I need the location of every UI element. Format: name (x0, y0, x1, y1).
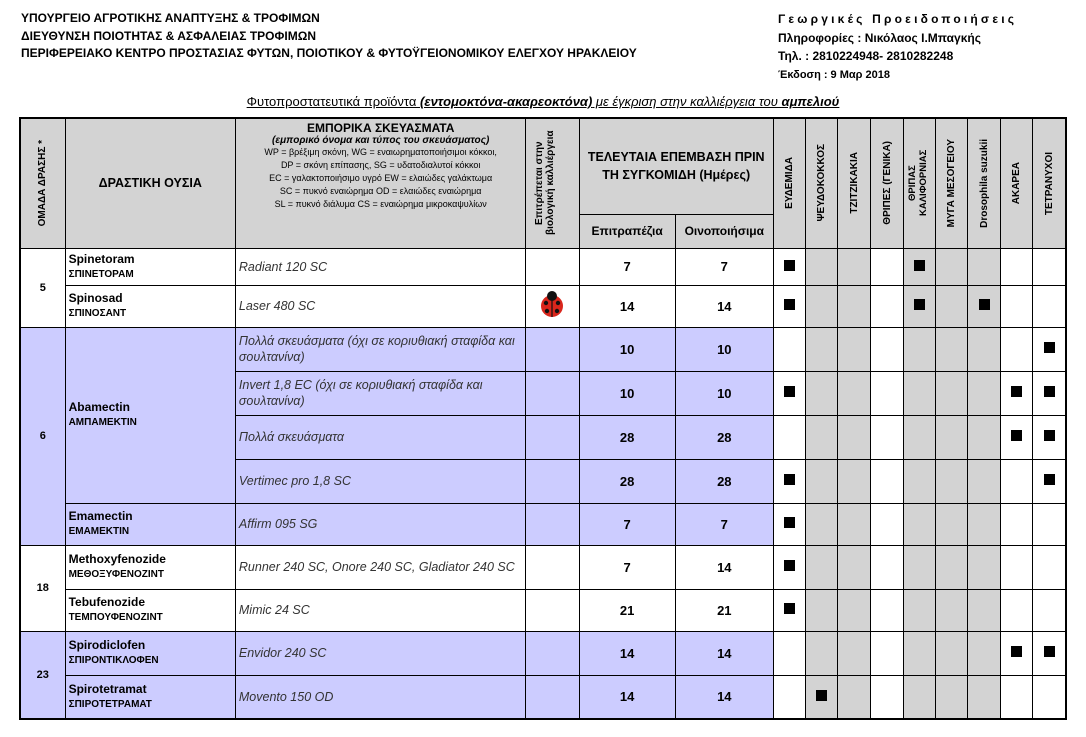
col-pest-8: ΤΕΤΡΑΝΥΧΟΙ (1033, 118, 1066, 248)
pest-cell (805, 327, 837, 371)
table-grapes-days: 10 (579, 371, 675, 415)
pest-cell (1033, 371, 1066, 415)
col-pest-1: ΨΕΥΔΟΚΟΚΚΟΣ (805, 118, 837, 248)
substance-name-greek: ΤΕΜΠΟΥΦΕΝΟΖΙΝΤ (68, 612, 163, 623)
wine-grapes-days: 28 (675, 459, 773, 503)
header-row-1 (20, 118, 1066, 214)
pest-cell (837, 248, 870, 285)
bio-cell (526, 503, 579, 545)
pest-cell (805, 415, 837, 459)
table-row (20, 327, 1066, 371)
pest-cell (968, 675, 1001, 719)
wine-grapes-days: 14 (675, 285, 773, 327)
pest-cell (1033, 631, 1066, 675)
pest-cell (904, 248, 936, 285)
bio-cell (526, 248, 579, 285)
bio-cell (526, 327, 579, 371)
table-grapes-days: 7 (579, 545, 675, 589)
pest-cell (773, 371, 805, 415)
wine-grapes-days: 21 (675, 589, 773, 631)
bio-cell (526, 415, 579, 459)
pest-cell (773, 589, 805, 631)
product-cell: Laser 480 SC (235, 285, 526, 327)
table-grapes-days: 21 (579, 589, 675, 631)
pest-cell (837, 327, 870, 371)
contact-info: Πληροφορίες : Νικόλαος Ι.Μπαγκής (778, 30, 981, 45)
col-group-header: ΟΜΑΔΑ ΔΡΑΣΗΣ * (20, 118, 65, 248)
col-table-grapes-header: Επιτραπέζια (579, 214, 675, 248)
pest-cell (805, 545, 837, 589)
substance-cell (65, 285, 235, 327)
wine-grapes-days: 14 (675, 545, 773, 589)
pest-cell (904, 545, 936, 589)
substance-cell (65, 631, 235, 675)
pest-cell (904, 327, 936, 371)
pest-cell (1001, 285, 1033, 327)
col-pest-5: ΜΥΓΑ ΜΕΣΟΓΕΙΟΥ (936, 118, 968, 248)
pest-cell (805, 589, 837, 631)
subtitle-part-1: Φυτοπροστατευτικά προϊόντα (246, 94, 421, 109)
pest-cell (805, 371, 837, 415)
pest-cell (1001, 248, 1033, 285)
approved-mark-icon (1011, 646, 1022, 657)
pest-cell (1033, 327, 1066, 371)
approved-mark-icon (1011, 430, 1022, 441)
substance-name-greek: ΣΠΙΝΟΣΑΝΤ (68, 308, 127, 319)
table-row (20, 589, 1066, 631)
table-grapes-days: 7 (579, 248, 675, 285)
table-row (20, 248, 1066, 285)
table-grapes-days: 14 (579, 285, 675, 327)
pest-cell (837, 371, 870, 415)
bio-cell (526, 675, 579, 719)
col-pest-0: ΕΥΔΕΜΙΔΑ (773, 118, 805, 248)
subtitle-part-4: αμπελιού (781, 94, 840, 109)
pest-cell (1001, 589, 1033, 631)
header-line-2: ΔΙΕΥΘΥΝΣΗ ΠΟΙΟΤΗΤΑΣ & ΑΣΦΑΛΕΙΑΣ ΤΡΟΦΙΜΩΝ (21, 28, 316, 43)
substance-cell (65, 248, 235, 285)
table-grapes-days: 28 (579, 415, 675, 459)
pest-cell (871, 327, 904, 371)
subtitle-part-2: (εντομοκτόνα-ακαρεοκτόνα) (420, 94, 593, 109)
product-cell: Mimic 24 SC (235, 589, 526, 631)
approved-mark-icon (914, 299, 925, 310)
pest-cell (773, 415, 805, 459)
substance-cell (65, 589, 235, 631)
approved-mark-icon (784, 560, 795, 571)
bio-cell (526, 545, 579, 589)
approved-mark-icon (784, 260, 795, 271)
pest-cell (837, 675, 870, 719)
pest-cell (936, 327, 968, 371)
approved-mark-icon (1044, 430, 1055, 441)
col-pest-4: ΘΡΙΠΑΣ ΚΑΛΙΦΟΡΝΙΑΣ (904, 118, 936, 248)
pest-cell (904, 503, 936, 545)
substance-name: Spinosad (68, 291, 123, 305)
pest-cell (805, 285, 837, 327)
pest-cell (936, 248, 968, 285)
table-row (20, 503, 1066, 545)
pest-cell (773, 327, 805, 371)
pest-cell (773, 675, 805, 719)
approved-mark-icon (816, 690, 827, 701)
pest-cell (1033, 459, 1066, 503)
pest-cell (773, 631, 805, 675)
bio-cell (526, 371, 579, 415)
substance-name-greek: ΑΜΠΑΜΕΚΤΙΝ (68, 417, 137, 428)
pest-cell (871, 503, 904, 545)
group-cell: 18 (20, 545, 65, 631)
substance-name-greek: ΜΕΘΟΞΥΦΕΝΟΖΙΝΤ (68, 569, 164, 580)
pest-cell (936, 503, 968, 545)
substance-name: Emamectin (68, 509, 133, 523)
pest-cell (871, 631, 904, 675)
issue-date: Έκδοση : 9 Μαρ 2018 (778, 68, 890, 81)
product-cell: Runner 240 SC, Onore 240 SC, Gladiator 240 SC (235, 545, 526, 589)
pest-cell (936, 459, 968, 503)
pest-cell (871, 415, 904, 459)
table-grapes-days: 28 (579, 459, 675, 503)
col-substance-header: ΔΡΑΣΤΙΚΗ ΟΥΣΙΑ (65, 118, 235, 248)
approved-mark-icon (1044, 474, 1055, 485)
substance-cell (65, 327, 235, 503)
col-pest-2: ΤΖΙΤΖΙΚΑΚΙΑ (837, 118, 870, 248)
substance-cell (65, 503, 235, 545)
col-products-header: ΕΜΠΟΡΙΚΑ ΣΚΕΥΑΣΜΑΤΑ (εμπορικό όνομα και τύπος του σκευάσματος) WP = βρέξιμη σκόνη, WG = εναιωρηματοποιήσιμοι κόκκοι, DP = σκόνη επίπασης, SG = υδατοδιαλυτοί κόκκοι EC = γαλακτοποιήσιμο υγρό EW = ελαιώδες γαλάκτωμα SC = πυκνό εναιώρημα OD = ελαιώδες εναιώρημα SL = πυκνό διάλυμα CS = εναιώρημα μικροκαψυλίων (235, 118, 526, 248)
pest-cell (936, 545, 968, 589)
pest-cell (968, 327, 1001, 371)
pest-cell (936, 589, 968, 631)
pest-cell (1033, 285, 1066, 327)
pest-cell (773, 545, 805, 589)
pest-cell (805, 459, 837, 503)
pest-cell (936, 675, 968, 719)
product-cell: Affirm 095 SG (235, 503, 526, 545)
pest-cell (1033, 589, 1066, 631)
pest-cell (805, 675, 837, 719)
approved-mark-icon (979, 299, 990, 310)
pest-cell (773, 503, 805, 545)
wine-grapes-days: 10 (675, 371, 773, 415)
group-cell: 5 (20, 248, 65, 327)
pest-cell (1001, 415, 1033, 459)
pest-cell (871, 545, 904, 589)
pest-cell (1033, 415, 1066, 459)
approved-mark-icon (784, 603, 795, 614)
table-row (20, 675, 1066, 719)
wine-grapes-days: 7 (675, 503, 773, 545)
pest-cell (968, 371, 1001, 415)
header-line-1: ΥΠΟΥΡΓΕΙΟ ΑΓΡΟΤΙΚΗΣ ΑΝΑΠΤΥΞΗΣ & ΤΡΟΦΙΜΩΝ (21, 11, 320, 25)
substance-name-greek: ΣΠΙΝΕΤΟΡΑΜ (68, 268, 134, 280)
pest-cell (871, 371, 904, 415)
pest-cell (805, 631, 837, 675)
pest-cell (1001, 631, 1033, 675)
col-bio-header: Επιτρέπεται στην βιολογική καλλιέργεια (526, 118, 579, 248)
wine-grapes-days: 7 (675, 248, 773, 285)
bulletin-title: Γεωργικές Προειδοποιήσεις (778, 12, 1018, 26)
pest-cell (805, 503, 837, 545)
pest-cell (837, 545, 870, 589)
approved-mark-icon (1044, 386, 1055, 397)
pest-cell (837, 459, 870, 503)
substance-name: Spirotetramat (68, 681, 147, 696)
pest-cell (773, 285, 805, 327)
group-cell: 23 (20, 631, 65, 719)
pest-cell (871, 248, 904, 285)
subtitle-part-3: με έγκριση στην καλλιέργεια του (592, 94, 782, 109)
pest-cell (904, 285, 936, 327)
pest-cell (773, 459, 805, 503)
pest-cell (904, 589, 936, 631)
pest-cell (904, 675, 936, 719)
table-row (20, 545, 1066, 589)
substance-cell (65, 675, 235, 719)
substance-name: Spirodiclofen (68, 638, 146, 652)
pest-cell (871, 675, 904, 719)
pest-cell (904, 371, 936, 415)
pest-cell (936, 631, 968, 675)
wine-grapes-days: 14 (675, 631, 773, 675)
product-cell: Radiant 120 SC (235, 248, 526, 285)
table-body (20, 248, 1066, 719)
col-pest-3: ΘΡΙΠΕΣ (ΓΕΝΙΚΑ) (871, 118, 904, 248)
pest-cell (968, 248, 1001, 285)
col-pest-6: Drosophila suzukii (968, 118, 1001, 248)
pest-cell (1033, 503, 1066, 545)
table-row (20, 285, 1066, 327)
approved-mark-icon (1044, 646, 1055, 657)
substance-name-greek: ΕΜΑΜΕΚΤΙΝ (68, 526, 130, 537)
pest-cell (1001, 327, 1033, 371)
pest-cell (871, 589, 904, 631)
substance-name: Abamectin (68, 400, 130, 414)
approved-mark-icon (784, 474, 795, 485)
pest-cell (968, 589, 1001, 631)
pest-cell (837, 503, 870, 545)
pest-cell (904, 459, 936, 503)
pest-cell (936, 415, 968, 459)
document-subtitle (0, 94, 1086, 109)
product-cell: Πολλά σκευάσματα (όχι σε κοριυθιακή σταφίδα και σουλτανίνα) (235, 327, 526, 371)
pest-cell (1001, 371, 1033, 415)
approved-mark-icon (784, 299, 795, 310)
pest-cell (904, 415, 936, 459)
table-grapes-days: 7 (579, 503, 675, 545)
bio-cell (526, 631, 579, 675)
pest-cell (773, 248, 805, 285)
pest-cell (936, 371, 968, 415)
approved-mark-icon (914, 260, 925, 271)
wine-grapes-days: 10 (675, 327, 773, 371)
substance-name: Tebufenozide (68, 595, 146, 609)
product-cell: Vertimec pro 1,8 SC (235, 459, 526, 503)
pest-cell (871, 285, 904, 327)
approved-mark-icon (1011, 386, 1022, 397)
pest-cell (968, 285, 1001, 327)
pest-cell (1001, 503, 1033, 545)
pest-cell (805, 248, 837, 285)
bio-cell (526, 459, 579, 503)
substance-name-greek: ΣΠΙΡΟΝΤΙΚΛΟΦΕΝ (68, 655, 159, 666)
pest-cell (1033, 675, 1066, 719)
approved-mark-icon (784, 517, 795, 528)
pest-cell (904, 631, 936, 675)
substance-name: Methoxyfenozide (68, 552, 166, 566)
product-cell: Movento 150 OD (235, 675, 526, 719)
ministry-header (21, 10, 637, 63)
table-grapes-days: 10 (579, 327, 675, 371)
info-header (778, 10, 1017, 84)
pest-cell (968, 545, 1001, 589)
col-pest-7: ΑΚΑΡΕΑ (1001, 118, 1033, 248)
pest-cell (968, 459, 1001, 503)
wine-grapes-days: 14 (675, 675, 773, 719)
pest-cell (837, 589, 870, 631)
approved-mark-icon (784, 386, 795, 397)
phone-info: Τηλ. : 2810224948- 2810282248 (778, 49, 954, 63)
pest-cell (1001, 545, 1033, 589)
pest-cell (968, 503, 1001, 545)
pest-cell (936, 285, 968, 327)
pest-cell (871, 459, 904, 503)
table-grapes-days: 14 (579, 675, 675, 719)
pest-cell (837, 285, 870, 327)
pest-cell (837, 631, 870, 675)
substance-name-greek: ΣΠΙΡΟΤΕΤΡΑΜΑΤ (68, 698, 152, 710)
col-last-app-header: ΤΕΛΕΥΤΑΙΑ ΕΠΕΜΒΑΣΗ ΠΡΙΝ ΤΗ ΣΥΓΚΟΜΙΔΗ (Ημέρες) (579, 118, 773, 214)
pest-cell (1001, 675, 1033, 719)
products-table (19, 117, 1067, 720)
pest-cell (1033, 545, 1066, 589)
header-line-3: ΠΕΡΙΦΕΡΕΙΑΚΟ ΚΕΝΤΡΟ ΠΡΟΣΤΑΣΙΑΣ ΦΥΤΩΝ, ΠΟΙΟΤΙΚΟΥ & ΦΥΤΟΫΓΕΙΟΝΟΜΙΚΟΥ ΕΛΕΓΧΟΥ ΗΡΑΚΛΕΙΟΥ (21, 46, 637, 60)
pest-cell (968, 415, 1001, 459)
ladybug-icon (537, 289, 567, 319)
bio-cell (526, 589, 579, 631)
approved-mark-icon (1044, 342, 1055, 353)
col-wine-grapes-header: Οινοποιήσιμα (675, 214, 773, 248)
pest-cell (1001, 459, 1033, 503)
group-cell: 6 (20, 327, 65, 545)
substance-name: Spinetoram (68, 251, 135, 266)
pest-cell (1033, 248, 1066, 285)
product-cell: Invert 1,8 EC (όχι σε κοριυθιακή σταφίδα και σουλτανίνα) (235, 371, 526, 415)
table-grapes-days: 14 (579, 631, 675, 675)
product-cell: Πολλά σκευάσματα (235, 415, 526, 459)
wine-grapes-days: 28 (675, 415, 773, 459)
pest-cell (968, 631, 1001, 675)
pest-cell (837, 415, 870, 459)
substance-cell (65, 545, 235, 589)
table-row (20, 631, 1066, 675)
bio-cell (526, 285, 579, 327)
product-cell: Envidor 240 SC (235, 631, 526, 675)
